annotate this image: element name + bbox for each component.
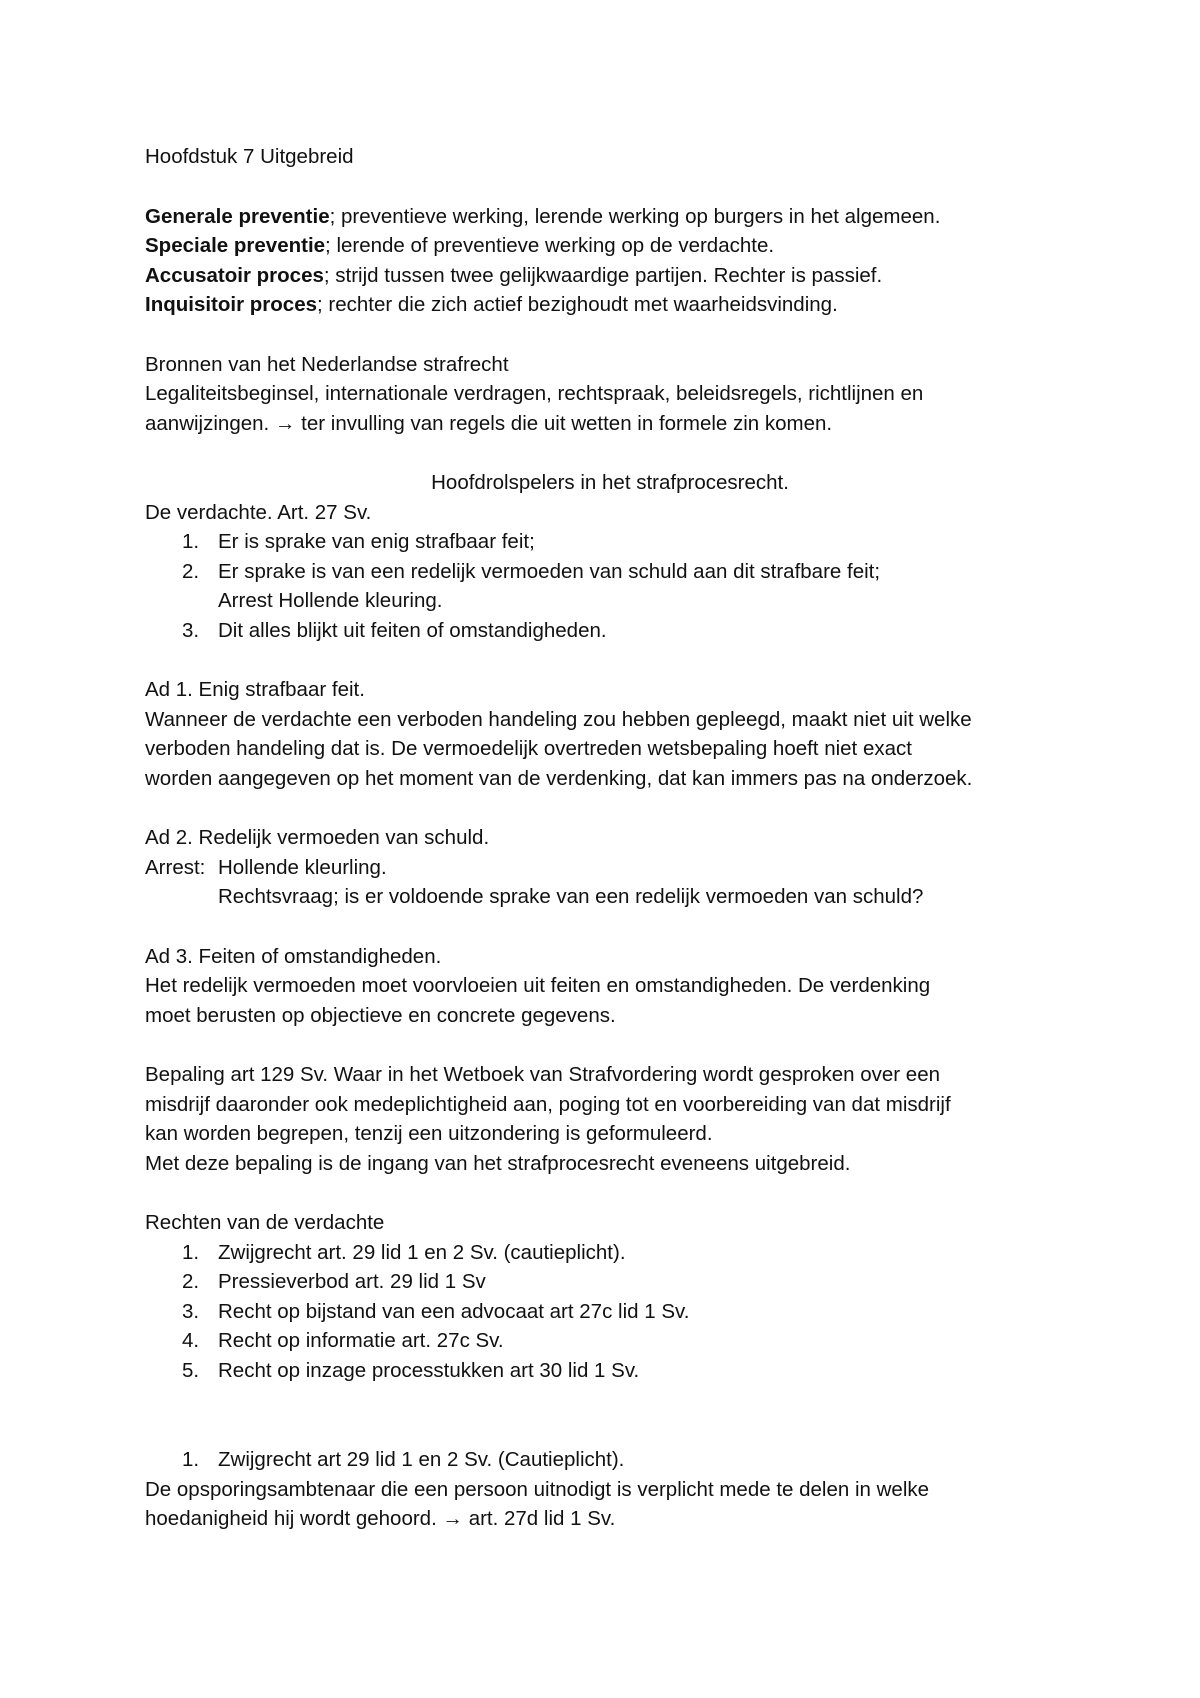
definition-term: Generale preventie <box>145 204 330 228</box>
list-item <box>145 1445 1075 1475</box>
ad1-heading: Ad 1. Enig strafbaar feit. <box>145 678 365 701</box>
list-item <box>145 1238 1075 1268</box>
bronnen-heading: Bronnen van het Nederlandse strafrecht <box>145 352 509 376</box>
list-number: 1. <box>182 530 200 553</box>
list-item <box>145 527 1075 557</box>
paragraph-line: misdrijf daaronder ook medeplichtigheid aan, poging tot en voorbereiding van dat misdrijf <box>145 1092 951 1116</box>
bronnen-line: Legaliteitsbeginsel, internationale verdragen, rechtspraak, beleidsregels, richtlijnen en <box>145 382 924 405</box>
arrow-right-icon: → <box>274 411 296 435</box>
zwijgrecht-text: art. 27d lid 1 Sv. <box>468 1507 616 1530</box>
paragraph-line: Het redelijk vermoeden moet voorvloeien uit feiten en omstandigheden. De verdenking <box>145 974 931 997</box>
definition-inquisitoir-proces <box>145 290 1075 320</box>
definition-generale-preventie <box>145 202 1075 232</box>
definition-term: Speciale preventie <box>145 234 326 257</box>
definition-text: ; strijd tussen twee gelijkwaardige partijen. Rechter is passief. <box>323 263 883 287</box>
rechtsvraag-line: Rechtsvraag; is er voldoende sprake van een redelijk vermoeden van schuld? <box>218 885 924 908</box>
list-text: Recht op inzage processtukken art 30 lid 1 Sv. <box>218 1358 640 1382</box>
zwijgrecht-text: hoedanigheid hij wordt gehoord. <box>145 1507 437 1530</box>
list-text: Pressieverbod art. 29 lid 1 Sv <box>218 1270 486 1293</box>
list-number: 2. <box>182 1270 200 1293</box>
bronnen-text: ter invulling van regels die uit wetten in formele zin komen. <box>301 411 833 435</box>
document-body <box>145 142 1075 1534</box>
list-number: 3. <box>182 1299 200 1323</box>
list-item <box>145 1267 1075 1297</box>
arrow-right-icon: → <box>442 1507 463 1530</box>
definition-text: ; rechter die zich actief bezighoudt met waarheidsvinding. <box>317 293 838 316</box>
list-number: 5. <box>182 1358 200 1382</box>
list-number: 2. <box>182 559 200 583</box>
list-number: 1. <box>182 1240 200 1264</box>
rechten-heading: Rechten van de verdachte <box>145 1211 385 1234</box>
arrest-line <box>145 853 1075 883</box>
definition-term: Inquisitoir proces <box>145 293 317 316</box>
list-text: Zwijgrecht art 29 lid 1 en 2 Sv. (Cautieplicht). <box>218 1448 625 1471</box>
paragraph-line: verboden handeling dat is. De vermoedelijk overtreden wetsbepaling hoeft niet exact <box>145 737 912 760</box>
paragraph-line: De opsporingsambtenaar die een persoon uitnodigt is verplicht mede te delen in welke <box>145 1477 930 1501</box>
list-text: Zwijgrecht art. 29 lid 1 en 2 Sv. (cautieplicht). <box>218 1240 626 1264</box>
definition-speciale-preventie <box>145 231 1075 261</box>
list-text: Recht op bijstand van een advocaat art 27c lid 1 Sv. <box>218 1299 690 1323</box>
bronnen-text: aanwijzingen. <box>145 411 270 435</box>
paragraph-line: Met deze bepaling is de ingang van het strafprocesrecht eveneens uitgebreid. <box>145 1151 851 1175</box>
list-number: 3. <box>182 618 200 642</box>
paragraph-line: Wanneer de verdachte een verboden handeling zou hebben gepleegd, maakt niet uit welke <box>145 707 972 731</box>
paragraph-line <box>145 1504 1075 1534</box>
list-number: 4. <box>182 1329 200 1352</box>
definition-term: Accusatoir proces <box>145 263 324 287</box>
paragraph-line: kan worden begrepen, tenzij een uitzondering is geformuleerd. <box>145 1122 713 1145</box>
paragraph-line: worden aangegeven op het moment van de verdenking, dat kan immers pas na onderzoek. <box>145 766 973 790</box>
list-text: Er is sprake van enig strafbaar feit; <box>218 530 535 553</box>
paragraph-line: moet berusten op objectieve en concrete gegevens. <box>145 1003 616 1027</box>
verdachte-heading: De verdachte. Art. 27 Sv. <box>145 500 372 524</box>
list-text: Er sprake is van een redelijk vermoeden van schuld aan dit strafbare feit; <box>218 559 881 583</box>
list-item <box>145 1326 1075 1356</box>
list-text: Dit alles blijkt uit feiten of omstandigheden. <box>218 618 607 642</box>
definition-accusatoir-proces <box>145 261 1075 291</box>
list-text: Recht op informatie art. 27c Sv. <box>218 1329 504 1352</box>
bronnen-line <box>145 409 1075 439</box>
list-item <box>145 1356 1075 1386</box>
ad3-heading: Ad 3. Feiten of omstandigheden. <box>145 944 442 968</box>
list-item <box>145 616 1075 646</box>
definition-text: ; preventieve werking, lerende werking op burgers in het algemeen. <box>329 204 941 228</box>
list-number: 1. <box>182 1448 200 1471</box>
definition-text: ; lerende of preventieve werking op de verdachte. <box>325 234 775 257</box>
paragraph-line: Bepaling art 129 Sv. Waar in het Wetboek van Strafvordering wordt gesproken over een <box>145 1063 941 1086</box>
list-item-continuation: Arrest Hollende kleuring. <box>218 589 443 612</box>
ad2-heading: Ad 2. Redelijk vermoeden van schuld. <box>145 826 490 849</box>
arrest-label: Arrest: <box>145 855 206 879</box>
page-title: Hoofdstuk 7 Uitgebreid <box>145 145 354 168</box>
arrest-value: Hollende kleurling. <box>218 855 387 879</box>
list-item <box>145 1297 1075 1327</box>
list-item <box>145 557 1075 587</box>
section-heading-hoofdrolspelers: Hoofdrolspelers in het strafprocesrecht. <box>431 471 789 494</box>
